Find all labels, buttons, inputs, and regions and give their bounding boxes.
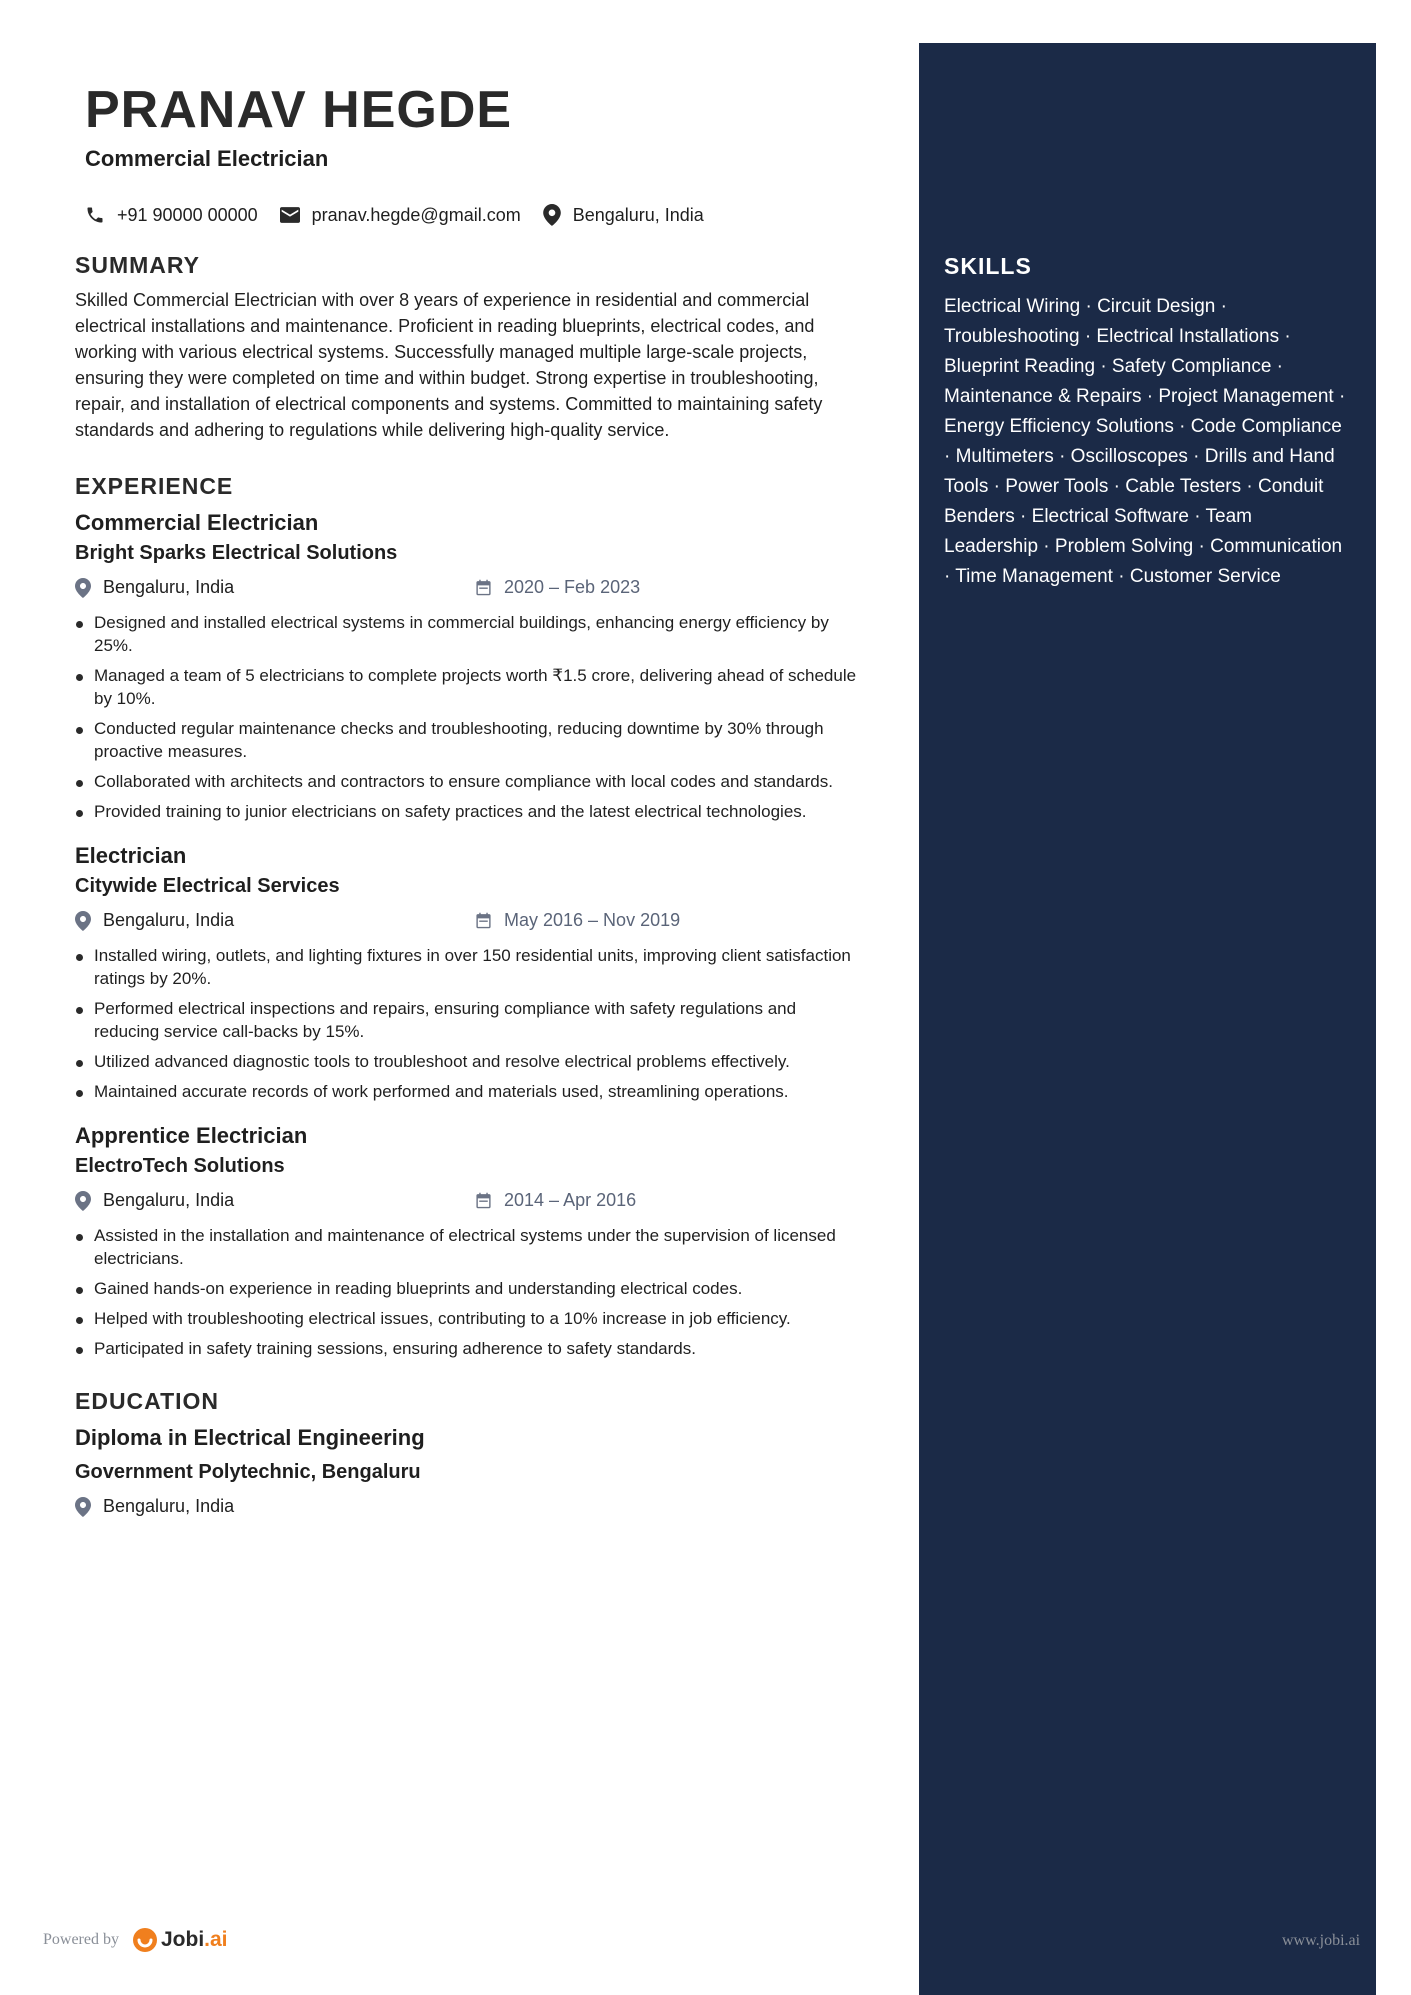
- job-dates-text: 2020 – Feb 2023: [504, 577, 641, 597]
- job-entry: [75, 1123, 865, 1360]
- job-bullets: [75, 1224, 865, 1360]
- job-dates-text: May 2016 – Nov 2019: [504, 910, 681, 930]
- contact-phone[interactable]: [85, 205, 258, 226]
- location-pin-icon: [543, 204, 561, 226]
- job-meta: [75, 1188, 865, 1218]
- job-company: Bright Sparks Electrical Solutions: [75, 542, 398, 564]
- skills-title: SKILLS: [944, 253, 1032, 279]
- location-pin-icon: [75, 1497, 91, 1517]
- education-title: EDUCATION: [75, 1388, 220, 1414]
- phone-text: +91 90000 00000: [117, 204, 258, 225]
- contact-bar: [85, 204, 726, 226]
- summary-text: Skilled Commercial Electrician with over 8 years of experience in residential and commercial electrical installations and maintenance. Proficient in reading blueprints, electrical codes, and working with various electrical systems. Successfully managed multiple large-scale projects, ensuring they were completed on time and within budget. Strong expertise in troubleshooting, repair, and installation of electrical components and systems. Committed to maintaining safety standards and adhering to regulations while delivering high-quality service.: [75, 290, 823, 440]
- list-item: Helped with troubleshooting electrical issues, contributing to a 10% increase in job efficiency.: [75, 1307, 865, 1330]
- candidate-name: PRANAV HEGDE: [85, 81, 513, 139]
- skills-list: Electrical Wiring · Circuit Design · Troubleshooting · Electrical Installations · Blueprint Reading · Safety Compliance · Maintenance & Repairs · Project Management · Energy Efficiency Solutions · Code Compliance · Multimeters · Oscilloscopes · Drills and Hand Tools · Power Tools · Cable Testers · Conduit Benders · Electrical Software · Team Leadership · Problem Solving · Communication · Time Management · Customer Service: [944, 296, 1346, 587]
- job-dates: [475, 1190, 636, 1211]
- education-location-text: Bengaluru, India: [103, 1496, 235, 1516]
- contact-location: [543, 204, 704, 226]
- list-item: Managed a team of 5 electricians to complete projects worth ₹1.5 crore, delivering ahead of schedule by 10%.: [75, 664, 865, 710]
- brand-main: Jobi: [160, 1928, 205, 1951]
- headline: Commercial Electrician: [85, 146, 329, 171]
- job-location: [75, 1190, 234, 1211]
- job-bullets: [75, 944, 865, 1103]
- list-item: Maintained accurate records of work performed and materials used, streamlining operations.: [75, 1080, 865, 1103]
- powered-by-text: Powered by: [43, 1931, 119, 1948]
- jobi-logo: [133, 1928, 228, 1952]
- job-location-text: Bengaluru, India: [103, 910, 235, 930]
- calendar-icon: [475, 912, 492, 929]
- email-text: pranav.hegde@gmail.com: [311, 204, 521, 225]
- job-dates: [475, 910, 680, 931]
- location-pin-icon: [75, 911, 91, 931]
- job-role: Electrician: [75, 843, 187, 868]
- list-item: Conducted regular maintenance checks and troubleshooting, reducing downtime by 30% through proactive measures.: [75, 717, 865, 763]
- list-item: Utilized advanced diagnostic tools to troubleshoot and resolve electrical problems effectively.: [75, 1050, 865, 1073]
- list-item: Collaborated with architects and contractors to ensure compliance with local codes and standards.: [75, 770, 865, 793]
- job-location: [75, 577, 234, 598]
- education-degree: Diploma in Electrical Engineering: [75, 1425, 425, 1450]
- list-item: Assisted in the installation and maintenance of electrical systems under the supervision of licensed electricians.: [75, 1224, 865, 1270]
- job-dates: [475, 577, 640, 598]
- list-item: Provided training to junior electricians on safety practices and the latest electrical technologies.: [75, 800, 865, 823]
- phone-icon: [85, 205, 105, 225]
- resume-content: [75, 252, 865, 1524]
- education-meta: [75, 1494, 865, 1524]
- list-item: Installed wiring, outlets, and lighting fixtures in over 150 residential units, improving client satisfaction ratings by 20%.: [75, 944, 865, 990]
- job-bullets: [75, 611, 865, 823]
- list-item: Participated in safety training sessions, ensuring adherence to safety standards.: [75, 1337, 865, 1360]
- job-location: [75, 910, 234, 931]
- location-pin-icon: [75, 578, 91, 598]
- list-item: Designed and installed electrical systems in commercial buildings, enhancing energy efficiency by 25%.: [75, 611, 865, 657]
- job-company: ElectroTech Solutions: [75, 1155, 285, 1177]
- mail-icon: [280, 207, 300, 223]
- powered-by[interactable]: [43, 1928, 228, 1952]
- location-pin-icon: [75, 1191, 91, 1211]
- job-location-text: Bengaluru, India: [103, 1190, 235, 1210]
- job-role: Commercial Electrician: [75, 510, 319, 535]
- footer-url[interactable]: www.jobi.ai: [1282, 1932, 1361, 1949]
- sidebar: [919, 43, 1376, 1995]
- job-location-text: Bengaluru, India: [103, 577, 235, 597]
- summary-title: SUMMARY: [75, 252, 200, 278]
- contact-email[interactable]: [280, 205, 521, 226]
- job-role: Apprentice Electrician: [75, 1123, 308, 1148]
- brand-suffix: .ai: [204, 1928, 228, 1951]
- calendar-icon: [475, 579, 492, 596]
- job-company: Citywide Electrical Services: [75, 875, 340, 897]
- job-entry: [75, 843, 865, 1103]
- job-dates-text: 2014 – Apr 2016: [504, 1190, 637, 1210]
- job-meta: [75, 908, 865, 938]
- calendar-icon: [475, 1192, 492, 1209]
- location-text: Bengaluru, India: [572, 204, 704, 225]
- education-location: [75, 1496, 234, 1517]
- education-school: Government Polytechnic, Bengaluru: [75, 1461, 421, 1483]
- list-item: Performed electrical inspections and repairs, ensuring compliance with safety regulations and reducing service call-backs by 15%.: [75, 997, 865, 1043]
- jobi-logo-icon: [133, 1928, 157, 1952]
- experience-title: EXPERIENCE: [75, 473, 234, 499]
- job-entry: [75, 510, 865, 823]
- job-meta: [75, 575, 865, 605]
- list-item: Gained hands-on experience in reading blueprints and understanding electrical codes.: [75, 1277, 865, 1300]
